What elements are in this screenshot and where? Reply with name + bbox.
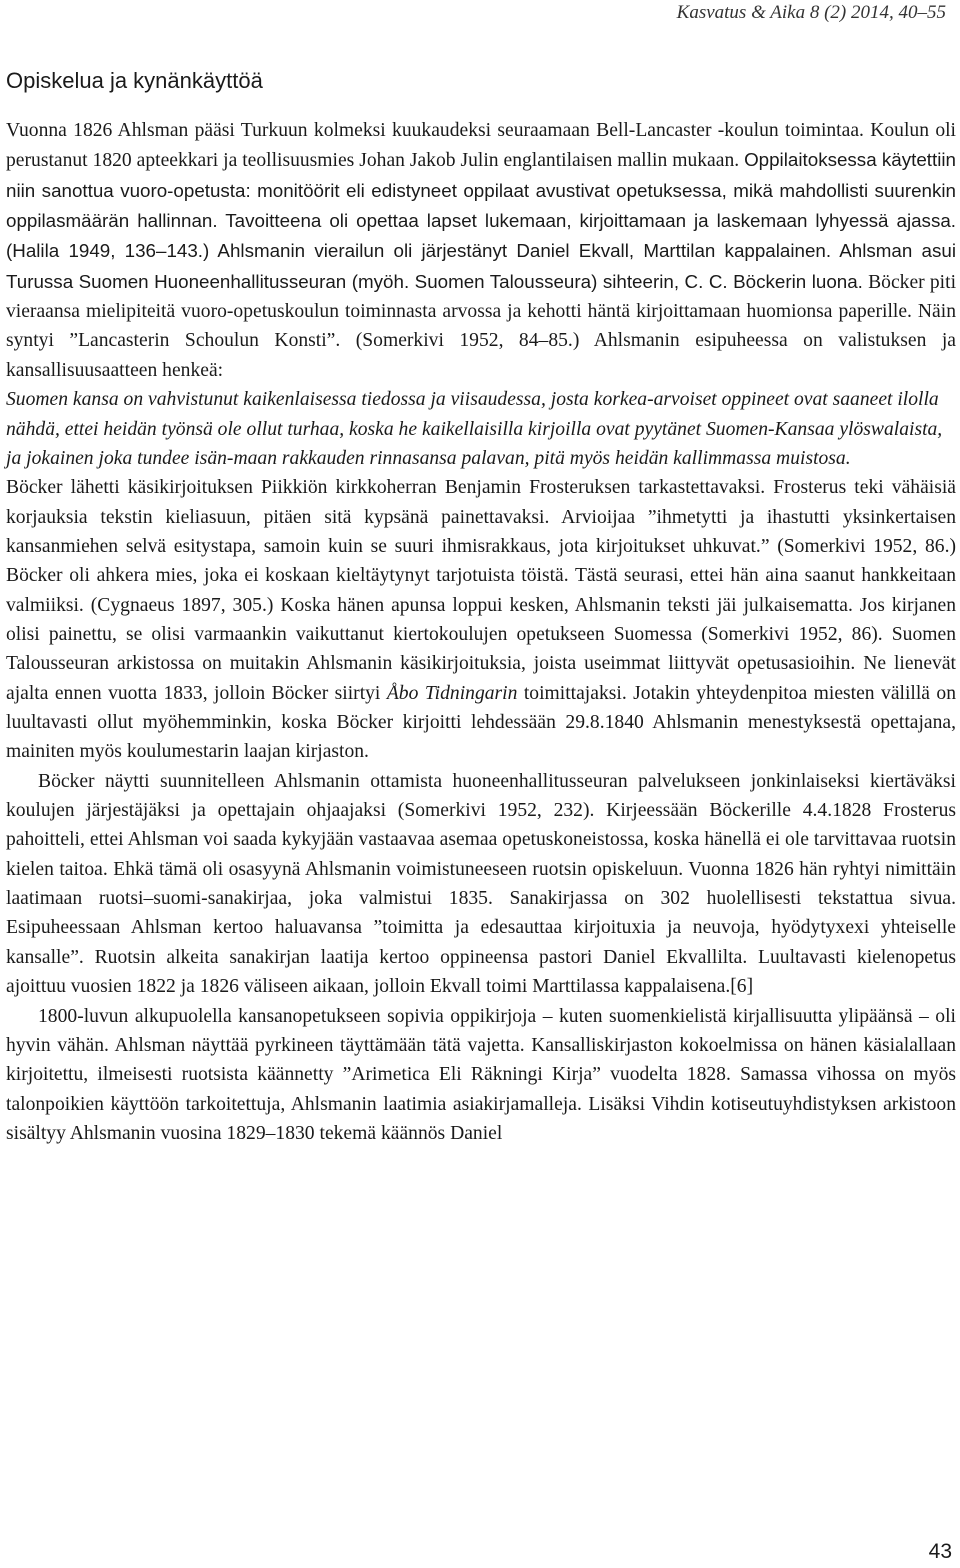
p2-text-after: toimittajaksi. Jotakin yhteydenpitoa miesten välillä on luultavasti ollut myöhemminkin, koska Böcker kirjoitti lehdessään 29.8.1840 Ahlsmanin menestyksestä opettajana, mainiten myös koulumestarin laajan kirjaston.: [6, 682, 957, 763]
page-number: 43: [928, 1540, 952, 1563]
section-title: Opiskelua ja kynänkäyttöä: [6, 68, 263, 93]
block-quote: Suomen kansa on vahvistunut kaikenlaisessa tiedossa ja viisaudessa, josta korkea-arvoiset oppineet ovat saaneet ilolla nähdä, ettei heidän työnsä ole ollut turhaa, koska he kaikellaisilla kirjoilla ovat pyytänet Suomen-Kansaa ylöswalaista, ja jokainen joka tundee isän-maan rakkauden rinnasansa palavan, pitä myös heidän kallimmassa muistosa.: [6, 389, 943, 469]
p1-sentence-3: Oppilaitoksessa käytettiin niin sanottua vuoro-opetusta: monitöörit eli edistyneet oppilaat avustivat opetuksessa, mikä mahdollisti suurenkin oppilasmäärän hallinnan.: [6, 149, 956, 232]
p1-sentence-4: Tavoitteena oli opettaa lapset lukemaan, kirjoittamaan ja laskemaan lyhyessä ajassa. (Halila 1949, 136–143.) Ahlsmanin vierailun oli järjestänyt Daniel Ekvall, Marttilan kappalainen. Ahlsman asui Turussa Suomen Huoneenhallitusseuran (myöh. Suomen Talousseura) sihteerin, C. C. Böckerin luona.: [6, 210, 956, 292]
article-body: [6, 116, 956, 1148]
paragraph-4: 1800-luvun alkupuolella kansanopetukseen sopivia oppikirjoja – kuten suomenkielistä kirjallisuutta ylipäänsä – oli hyvin vähän. Ahlsman näyttää pyrkineen täyttämään tätä vajetta. Kansalliskirjaston kokoelmissa on hänen käsialallaan kirjoitettu, ilmeisesti ruotsista käännetty ”Arimetica Eli Räkningi Kirja” vuodelta 1828. Samassa vihossa on myös talonpoikien käyttöön tarkoitettuja, Ahlsmanin laatimia asiakirjamalleja. Lisäksi Vihdin kotiseutuyhdistyksen arkistoon sisältyy Ahlsmanin vuosina 1829–1830 tekemä käännös Daniel: [6, 1005, 956, 1144]
p2-text-before: Böcker lähetti käsikirjoituksen Piikkiön kirkkoherran Benjamin Frosteruksen tarkastettavaksi. Frosterus teki vähäisiä korjauksia tekstin kieliasuun, pitäen sitä kypsänä painettavaksi. Arvioijaa ”ihmetytti ja ihastutti yksinkertaisen kansanmiehen selvä esitystapa, samoin kuin se suuri ihmisrakkaus, jota kirjoitukset uhkuvat.” (Somerkivi 1952, 86.) Böcker oli ahkera mies, joka ei koskaan kieltäytynyt tarjotuista töistä. Tästä seurasi, ettei hän aina saanut hankkeitaan valmiiksi. (Cygnaeus 1897, 305.) Koska hänen apunsa loppui kesken, Ahlsmanin teksti jäi julkaisematta. Jos kirjanen olisi painettu, se olisi varmaankin vaikuttanut kiertokoulujen opetukseen Suomessa (Somerkivi 1952, 86). Suomen Talousseuran arkistossa on muitakin Ahlsmanin käsikirjoituksia, joista useimmat liittyvät opetusasioihin. Ne lienevät ajalta ennen vuotta 1833, jolloin Böcker siirtyi: [6, 477, 956, 704]
p1-sentence-2: Koulun oli perustanut 1820 apteekkari ja teollisuusmies Johan Jakob Julin englantilaisen mallin mukaan.: [6, 120, 956, 172]
running-head: Kasvatus & Aika 8 (2) 2014, 40–55: [676, 2, 946, 23]
p1-sentence-5: Böcker piti vieraansa mielipiteitä vuoro-opetuskoulun toiminnasta arvossa ja kehotti häntä kirjoittamaan huomionsa paperille. Näin syntyi ”Lancasterin Schoulun Konsti”. (Somerkivi 1952, 84–85.) Ahlsmanin esipuheessa on valistuksen ja kansallisuusaatteen henkeä:: [6, 271, 957, 381]
paragraph-2: [6, 473, 956, 766]
journal-page: [6, 0, 956, 1568]
p1-sentence-1: Vuonna 1826 Ahlsman pääsi Turkuun kolmeksi kuukaudeksi seuraamaan Bell-Lancaster -koulun toimintaa.: [6, 120, 864, 141]
paragraph-3: Böcker näytti suunnitelleen Ahlsmanin ottamista huoneenhallitusseuran palvelukseen jonkinlaiseksi kiertäväksi koulujen järjestäjäksi ja opettajain ohjaajaksi (Somerkivi 1952, 232). Kirjeessään Böckerille 4.4.1828 Frosterus pahoitteli, ettei Ahlsman voi saada kykyjään vastaavaa asemaa opetuskoneistossa, koska hänellä ei ole tarvittavaa ruotsin kielen taitoa. Ehkä tämä oli osasyynä Ahlsmanin voimistuneeseen ruotsin opiskeluun. Vuonna 1826 hän ryhtyi nimittäin laatimaan ruotsi–suomi-sanakirjaa, joka valmistui 1835. Sanakirjassa on 302 huolellisesti tekstattua sivua. Esipuheessaan Ahlsman kertoo haluavansa ”toimitta ja edesauttaa kirjoituxia ja neuvoja, hyödytyxexi yhteiselle kansalle”. Ruotsin alkeita sanakirjan laatija kertoo oppineensa pastori Daniel Ekvallilta. Luultavasti kielenopetus ajoittuu vuosien 1822 ja 1826 väliseen aikaan, jolloin Ekvall toimi Marttilassa kappalaisena.[6]: [6, 770, 956, 998]
paragraph-1: [6, 116, 956, 385]
newspaper-title: Åbo Tidningarin: [386, 682, 518, 704]
